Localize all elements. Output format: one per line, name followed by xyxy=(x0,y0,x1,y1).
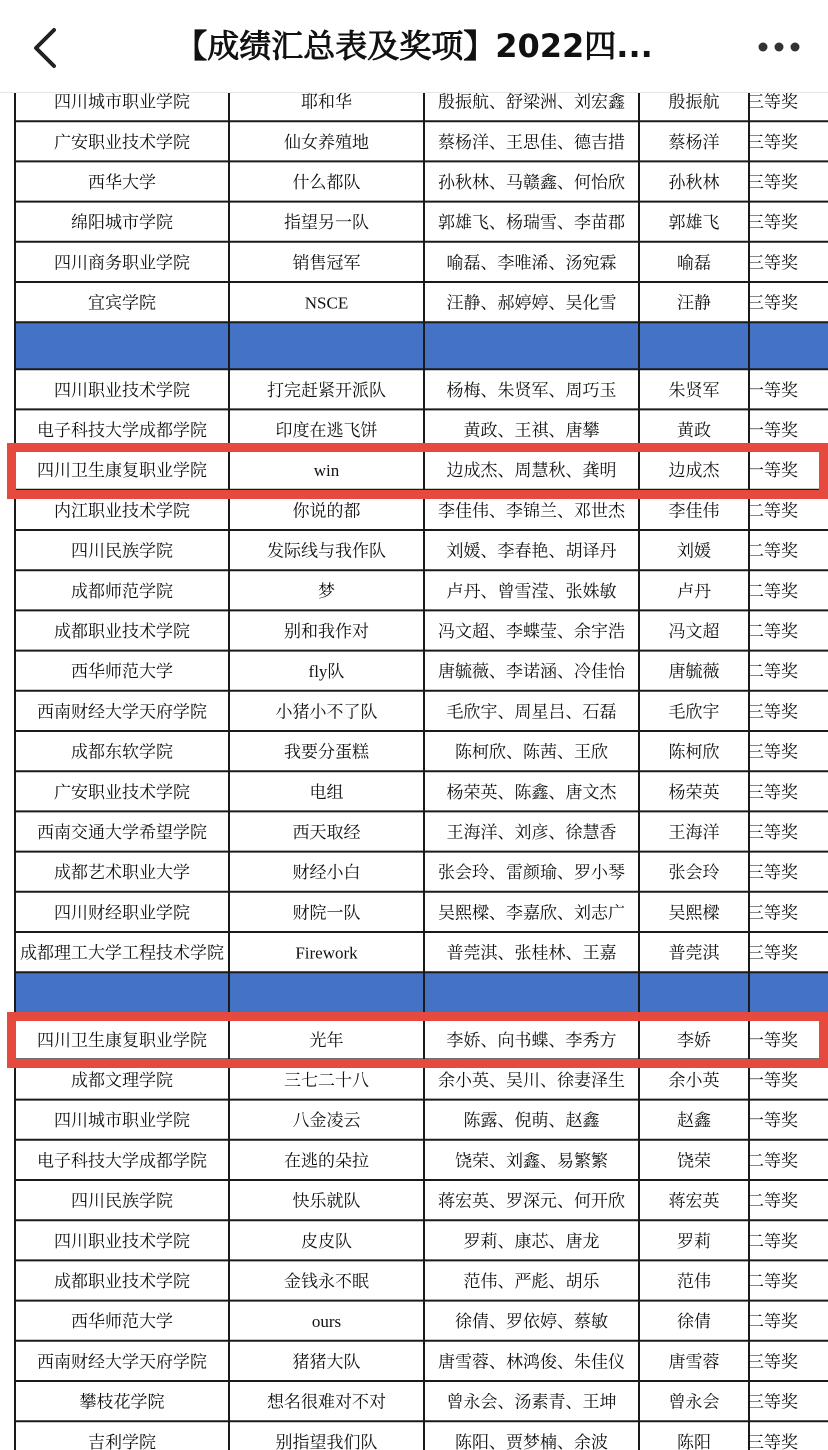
cell-members: 饶荣、刘鑫、易繁繁 xyxy=(455,1151,608,1172)
cell-members: 吴熙樑、李嘉欣、刘志广 xyxy=(438,903,625,924)
cell-school: 西华师范大学 xyxy=(71,1312,173,1333)
cell-school: 成都东软学院 xyxy=(71,742,173,763)
cell-captain: 张会玲 xyxy=(668,863,720,884)
cell-award: 一等奖 xyxy=(747,461,798,482)
cell-award: 三等奖 xyxy=(747,702,798,723)
cell-team: 财院一队 xyxy=(292,903,361,924)
cell-award: 二等奖 xyxy=(747,662,798,683)
cell-captain: 杨荣英 xyxy=(668,782,720,803)
more-horizontal-icon[interactable] xyxy=(756,38,802,56)
cell-award: 三等奖 xyxy=(747,782,798,803)
cell-captain: 王海洋 xyxy=(668,823,720,843)
cell-captain: 李娇 xyxy=(677,1030,711,1051)
results-table[interactable] xyxy=(0,92,828,1450)
cell-members: 余小英、吴川、徐妻泽生 xyxy=(438,1071,625,1091)
cell-captain: 蔡杨洋 xyxy=(668,132,720,153)
cell-captain: 郭雄飞 xyxy=(668,213,720,234)
cell-members: 李佳伟、李锦兰、邓世杰 xyxy=(438,501,625,522)
cell-award: 一等奖 xyxy=(747,1030,798,1051)
cell-school: 西南财经大学天府学院 xyxy=(37,1352,207,1373)
cell-school: 四川财经职业学院 xyxy=(54,903,190,924)
cell-team: 电组 xyxy=(309,782,344,803)
group-separator-row xyxy=(15,972,828,1019)
cell-team: 印度在逃飞饼 xyxy=(275,421,378,441)
cell-captain: 边成杰 xyxy=(668,461,720,482)
cell-school: 电子科技大学成都学院 xyxy=(37,421,207,441)
cell-captain: 殷振航 xyxy=(668,92,720,113)
cell-captain: 蒋宏英 xyxy=(668,1191,720,1212)
cell-school: 成都职业技术学院 xyxy=(54,622,190,642)
cell-members: 唐毓薇、李诺涵、冷佳怡 xyxy=(438,662,625,683)
cell-captain: 孙秋林 xyxy=(668,173,720,193)
cell-school: 四川城市职业学院 xyxy=(54,1111,190,1132)
cell-members: 范伟、严彪、胡乐 xyxy=(463,1272,600,1292)
cell-members: 曾永会、汤素青、王坤 xyxy=(446,1392,617,1413)
cell-award: 三等奖 xyxy=(747,1432,798,1450)
cell-members: 郭雄飞、杨瑞雪、李苗郡 xyxy=(438,213,625,234)
cell-captain: 赵鑫 xyxy=(677,1111,711,1132)
cell-captain: 喻磊 xyxy=(677,253,711,274)
cell-captain: 卢丹 xyxy=(677,581,711,602)
chevron-left-icon[interactable] xyxy=(26,26,66,70)
cell-award: 三等奖 xyxy=(747,132,798,153)
cell-team: win xyxy=(313,461,340,481)
cell-members: 孙秋林、马赣鑫、何怡欣 xyxy=(438,173,625,193)
cell-team: 指望另一队 xyxy=(284,213,369,234)
cell-award: 三等奖 xyxy=(747,943,798,964)
cell-captain: 陈柯欣 xyxy=(668,742,720,763)
cell-members: 黄政、王祺、唐攀 xyxy=(463,421,600,441)
cell-team: 你说的都 xyxy=(292,501,361,522)
cell-members: 刘媛、李春艳、胡译丹 xyxy=(446,541,617,562)
cell-school: 四川职业技术学院 xyxy=(54,380,190,401)
cell-team: 仙女养殖地 xyxy=(284,132,369,153)
cell-school: 西华师范大学 xyxy=(71,662,173,683)
cell-school: 电子科技大学成都学院 xyxy=(37,1151,207,1172)
cell-award: 三等奖 xyxy=(747,823,798,843)
cell-school: 四川民族学院 xyxy=(71,541,173,562)
cell-captain: 曾永会 xyxy=(668,1392,720,1413)
cell-members: 喻磊、李唯浠、汤宛霖 xyxy=(446,253,617,274)
cell-school: 广安职业技术学院 xyxy=(54,132,190,153)
cell-members: 陈露、倪萌、赵鑫 xyxy=(463,1111,600,1132)
cell-team: 在逃的朵拉 xyxy=(284,1151,369,1172)
cell-team: 光年 xyxy=(309,1030,344,1051)
cell-award: 三等奖 xyxy=(747,173,798,193)
cell-members: 普莞淇、张桂林、王嘉 xyxy=(446,943,617,964)
cell-award: 二等奖 xyxy=(747,1231,798,1252)
results-grid xyxy=(0,92,828,1450)
app-header xyxy=(0,0,828,93)
cell-members: 李娇、向书蝶、李秀方 xyxy=(446,1030,617,1051)
cell-school: 四川职业技术学院 xyxy=(54,1231,190,1252)
cell-team: 发际线与我作队 xyxy=(267,541,386,562)
cell-members: 陈阳、贾梦楠、余波 xyxy=(455,1432,608,1450)
group-separator-row xyxy=(15,322,828,369)
cell-captain: 唐雪蓉 xyxy=(668,1352,720,1373)
cell-members: 杨荣英、陈鑫、唐文杰 xyxy=(446,782,617,803)
cell-captain: 余小英 xyxy=(668,1071,720,1091)
cell-award: 二等奖 xyxy=(747,501,798,522)
cell-award: 一等奖 xyxy=(747,421,798,441)
cell-captain: 冯文超 xyxy=(668,622,720,642)
cell-team: 八金凌云 xyxy=(292,1111,361,1132)
cell-school: 广安职业技术学院 xyxy=(54,782,190,803)
cell-team: 别和我作对 xyxy=(284,622,369,642)
cell-team: ours xyxy=(311,1312,342,1332)
cell-captain: 毛欣宇 xyxy=(668,702,720,723)
cell-school: 西南交通大学希望学院 xyxy=(37,823,207,843)
cell-award: 一等奖 xyxy=(747,1071,798,1091)
cell-captain: 范伟 xyxy=(677,1272,711,1292)
cell-school: 四川卫生康复职业学院 xyxy=(37,1030,207,1051)
cell-award: 一等奖 xyxy=(747,1111,798,1132)
cell-captain: 吴熙樑 xyxy=(668,903,720,924)
cell-members: 王海洋、刘彦、徐慧香 xyxy=(446,823,617,843)
cell-school: 内江职业技术学院 xyxy=(54,501,190,522)
cell-award: 二等奖 xyxy=(747,1312,798,1333)
cell-members: 陈柯欣、陈茜、王欣 xyxy=(455,742,608,763)
cell-award: 二等奖 xyxy=(747,622,798,642)
cell-captain: 普莞淇 xyxy=(668,943,720,964)
cell-captain: 罗莉 xyxy=(677,1231,711,1252)
cell-team: 梦 xyxy=(318,581,335,602)
cell-award: 一等奖 xyxy=(747,380,798,401)
cell-team: 三七二十八 xyxy=(284,1071,369,1091)
cell-team: 打完赶紧开派队 xyxy=(267,380,386,401)
cell-school: 攀枝花学院 xyxy=(79,1392,165,1413)
cell-award: 二等奖 xyxy=(747,1151,798,1172)
cell-school: 成都文理学院 xyxy=(71,1071,173,1091)
cell-award: 三等奖 xyxy=(747,92,798,113)
cell-team: 我要分蛋糕 xyxy=(284,742,369,763)
cell-team: 金钱永不眠 xyxy=(284,1272,369,1292)
cell-school: 吉利学院 xyxy=(88,1432,156,1450)
cell-captain: 陈阳 xyxy=(677,1432,711,1450)
cell-award: 三等奖 xyxy=(747,863,798,884)
cell-members: 张会玲、雷颜瑜、罗小琴 xyxy=(438,863,625,884)
cell-captain: 汪静 xyxy=(677,293,711,314)
cell-captain: 徐倩 xyxy=(677,1312,711,1333)
cell-team: NSCE xyxy=(304,293,349,313)
cell-team: 销售冠军 xyxy=(292,253,361,274)
page-title: 【成绩汇总表及奖项】2022四... xyxy=(175,27,653,65)
cell-school: 西华大学 xyxy=(88,173,156,193)
cell-school: 四川卫生康复职业学院 xyxy=(37,461,207,482)
cell-team: 别指望我们队 xyxy=(275,1432,378,1450)
cell-team: 皮皮队 xyxy=(301,1231,352,1252)
cell-captain: 唐毓薇 xyxy=(668,662,720,683)
cell-team: 小猪小不了队 xyxy=(275,702,378,723)
cell-team: fly队 xyxy=(308,662,345,682)
cell-members: 冯文超、李蝶莹、余宇浩 xyxy=(438,622,625,642)
cell-award: 二等奖 xyxy=(747,1272,798,1292)
cell-school: 四川城市职业学院 xyxy=(54,92,190,113)
cell-school: 成都职业技术学院 xyxy=(54,1272,190,1292)
cell-members: 蔡杨洋、王思佳、德吉措 xyxy=(438,132,625,153)
cell-school: 宜宾学院 xyxy=(88,293,156,314)
cell-school: 西南财经大学天府学院 xyxy=(37,702,207,723)
cell-members: 边成杰、周慧秋、龚明 xyxy=(446,461,617,482)
cell-captain: 刘媛 xyxy=(677,541,711,562)
cell-team: 财经小白 xyxy=(292,863,361,884)
cell-team: 想名很难对不对 xyxy=(267,1392,386,1413)
cell-award: 三等奖 xyxy=(747,903,798,924)
cell-award: 三等奖 xyxy=(747,1352,798,1373)
cell-award: 二等奖 xyxy=(747,1191,798,1212)
cell-captain: 黄政 xyxy=(677,421,711,441)
cell-members: 汪静、郝婷婷、吴化雪 xyxy=(446,293,617,314)
cell-award: 二等奖 xyxy=(747,541,798,562)
cell-members: 毛欣宇、周星吕、石磊 xyxy=(446,702,617,723)
cell-school: 成都师范学院 xyxy=(71,581,173,602)
cell-members: 徐倩、罗依婷、蔡敏 xyxy=(455,1312,608,1333)
cell-award: 三等奖 xyxy=(747,253,798,274)
cell-members: 殷振航、舒梁洲、刘宏鑫 xyxy=(438,92,625,113)
cell-team: 快乐就队 xyxy=(292,1191,361,1212)
cell-school: 四川民族学院 xyxy=(71,1191,173,1212)
cell-members: 杨梅、朱贤军、周巧玉 xyxy=(446,380,617,401)
cell-members: 蒋宏英、罗深元、何开欣 xyxy=(438,1191,625,1212)
cell-school: 绵阳城市学院 xyxy=(71,213,173,234)
cell-members: 唐雪蓉、林鸿俊、朱佳仪 xyxy=(438,1352,625,1373)
cell-award: 三等奖 xyxy=(747,742,798,763)
cell-school: 成都理工大学工程技术学院 xyxy=(20,943,224,964)
cell-school: 成都艺术职业大学 xyxy=(54,863,190,884)
cell-team: 猪猪大队 xyxy=(292,1352,361,1373)
cell-members: 罗莉、康芯、唐龙 xyxy=(463,1231,600,1252)
cell-team: 什么都队 xyxy=(292,173,361,193)
cell-award: 三等奖 xyxy=(747,1392,798,1413)
cell-award: 二等奖 xyxy=(747,581,798,602)
cell-award: 三等奖 xyxy=(747,293,798,314)
cell-award: 三等奖 xyxy=(747,213,798,234)
cell-school: 四川商务职业学院 xyxy=(54,253,190,274)
cell-captain: 李佳伟 xyxy=(668,501,720,522)
cell-captain: 饶荣 xyxy=(677,1151,711,1172)
cell-team: 耶和华 xyxy=(301,92,352,113)
cell-captain: 朱贤军 xyxy=(668,380,720,401)
cell-members: 卢丹、曾雪滢、张姝敏 xyxy=(446,581,617,602)
cell-team: Firework xyxy=(295,943,358,963)
cell-team: 西天取经 xyxy=(292,823,361,843)
